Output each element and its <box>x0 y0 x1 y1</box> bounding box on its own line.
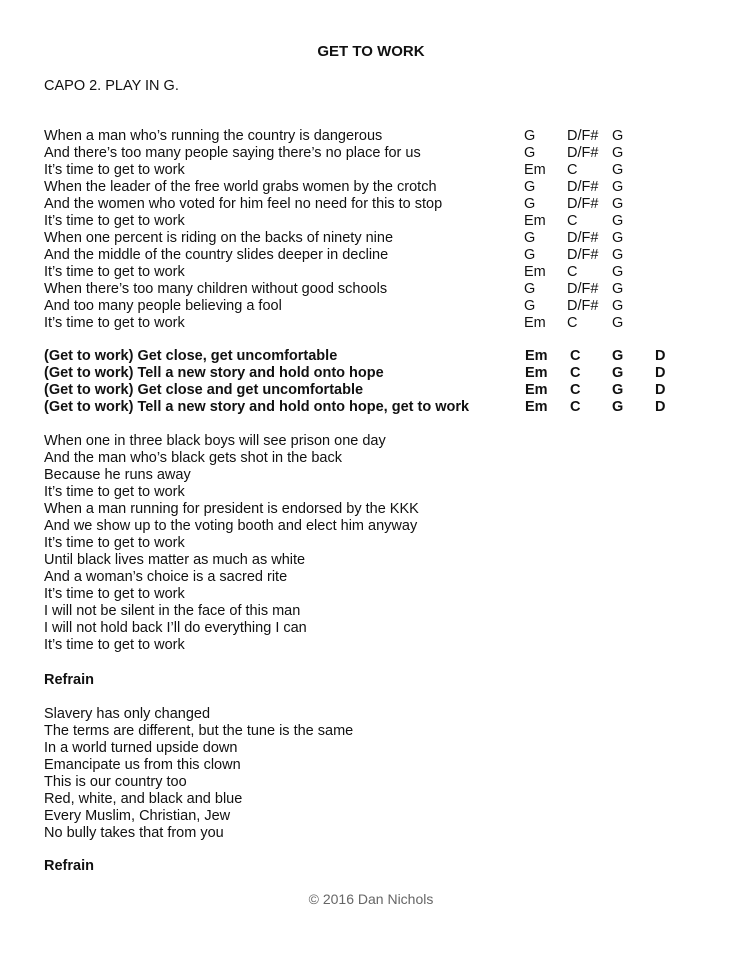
chord: G <box>524 196 536 212</box>
chord: G <box>612 162 624 178</box>
chord: D <box>655 399 666 415</box>
lyric-line: Red, white, and black and blue <box>44 791 243 807</box>
lyric-text: And the women who voted for him feel no need for this to stop <box>44 196 443 212</box>
lyric-text: (Get to work) Tell a new story and hold onto hope <box>44 365 384 381</box>
refrain-label: Refrain <box>44 672 94 688</box>
chord: D/F# <box>567 145 599 161</box>
chord: C <box>570 399 581 415</box>
chord: C <box>567 315 578 331</box>
lyric-text: It’s time to get to work <box>44 264 185 280</box>
chord: G <box>524 128 536 144</box>
chord: Em <box>525 348 548 364</box>
chord: G <box>612 196 624 212</box>
lyric-text: And too many people believing a fool <box>44 298 282 314</box>
chord: D <box>655 382 666 398</box>
chord: G <box>612 264 624 280</box>
chord: G <box>524 145 536 161</box>
chord: D <box>655 365 666 381</box>
capo-instruction: CAPO 2. PLAY IN G. <box>44 78 179 94</box>
chord: Em <box>524 315 546 331</box>
lyric-line: Because he runs away <box>44 467 191 483</box>
lyric-line: It’s time to get to work <box>44 484 185 500</box>
lyric-text: And the middle of the country slides deeper in decline <box>44 247 389 263</box>
lyric-line: When a man running for president is endorsed by the KKK <box>44 501 419 517</box>
chord: G <box>612 315 624 331</box>
chord: G <box>612 128 624 144</box>
chord: Em <box>524 264 546 280</box>
lyric-line: When one in three black boys will see prison one day <box>44 433 386 449</box>
lyric-line: It’s time to get to work <box>44 535 185 551</box>
chord: G <box>524 281 536 297</box>
lyric-text: (Get to work) Tell a new story and hold onto hope, get to work <box>44 399 470 415</box>
lyric-line: The terms are different, but the tune is the same <box>44 723 354 739</box>
chord: G <box>612 230 624 246</box>
lyric-line: And the man who’s black gets shot in the back <box>44 450 342 466</box>
lyric-text: It’s time to get to work <box>44 315 185 331</box>
chord: D/F# <box>567 196 599 212</box>
chord: G <box>612 179 624 195</box>
chord: D/F# <box>567 128 599 144</box>
lyric-line: This is our country too <box>44 774 187 790</box>
chord: G <box>612 298 624 314</box>
lyric-line: It’s time to get to work <box>44 586 185 602</box>
chord: G <box>612 247 624 263</box>
chord: D/F# <box>567 230 599 246</box>
lyric-text: It’s time to get to work <box>44 213 185 229</box>
chord: G <box>524 247 536 263</box>
chord: D/F# <box>567 179 599 195</box>
lyric-line: And we show up to the voting booth and elect him anyway <box>44 518 418 534</box>
chord: G <box>612 382 624 398</box>
lyric-text: When there’s too many children without good schools <box>44 281 388 297</box>
chord: Em <box>524 162 546 178</box>
chord: G <box>524 179 536 195</box>
lyric-line: I will not be silent in the face of this man <box>44 603 301 619</box>
lyric-text: It’s time to get to work <box>44 162 185 178</box>
lyric-line: Every Muslim, Christian, Jew <box>44 808 231 824</box>
chord: D/F# <box>567 247 599 263</box>
chord: G <box>524 230 536 246</box>
lyric-line: And a woman’s choice is a sacred rite <box>44 569 288 585</box>
chord: Em <box>525 365 548 381</box>
chord: Em <box>525 399 548 415</box>
chord: Em <box>524 213 546 229</box>
copyright-footer: © 2016 Dan Nichols <box>308 891 434 907</box>
lyric-text: (Get to work) Get close and get uncomfortable <box>44 382 364 398</box>
lyric-text: When a man who’s running the country is dangerous <box>44 128 383 144</box>
chord: C <box>567 213 578 229</box>
chord: C <box>570 365 581 381</box>
chord: D/F# <box>567 298 599 314</box>
lyric-line: I will not hold back I’ll do everything I can <box>44 620 307 636</box>
chord: G <box>612 281 624 297</box>
lyric-line: No bully takes that from you <box>44 825 224 841</box>
chord: D/F# <box>567 281 599 297</box>
song-title: GET TO WORK <box>317 43 425 60</box>
lyric-line: In a world turned upside down <box>44 740 238 756</box>
verse-2 <box>44 433 419 654</box>
chord: G <box>612 365 624 381</box>
chord: C <box>570 348 581 364</box>
chord: C <box>567 162 578 178</box>
chord: D <box>655 348 666 364</box>
lyric-text: (Get to work) Get close, get uncomfortable <box>44 348 338 364</box>
chord: G <box>524 298 536 314</box>
lyric-text: When one percent is riding on the backs of ninety nine <box>44 230 394 246</box>
lyric-text: When the leader of the free world grabs women by the crotch <box>44 179 437 195</box>
lyric-line: Emancipate us from this clown <box>44 757 241 773</box>
lyric-text: And there’s too many people saying there’s no place for us <box>44 145 421 161</box>
chord: C <box>567 264 578 280</box>
lyric-line: Until black lives matter as much as white <box>44 552 306 568</box>
chord: C <box>570 382 581 398</box>
chord: G <box>612 213 624 229</box>
lyric-line: Slavery has only changed <box>44 706 211 722</box>
verse-3 <box>44 706 353 842</box>
chord: G <box>612 348 624 364</box>
refrain-label: Refrain <box>44 858 94 874</box>
lyric-line: It’s time to get to work <box>44 637 185 653</box>
chord: Em <box>525 382 548 398</box>
chord: G <box>612 399 624 415</box>
chord: G <box>612 145 624 161</box>
